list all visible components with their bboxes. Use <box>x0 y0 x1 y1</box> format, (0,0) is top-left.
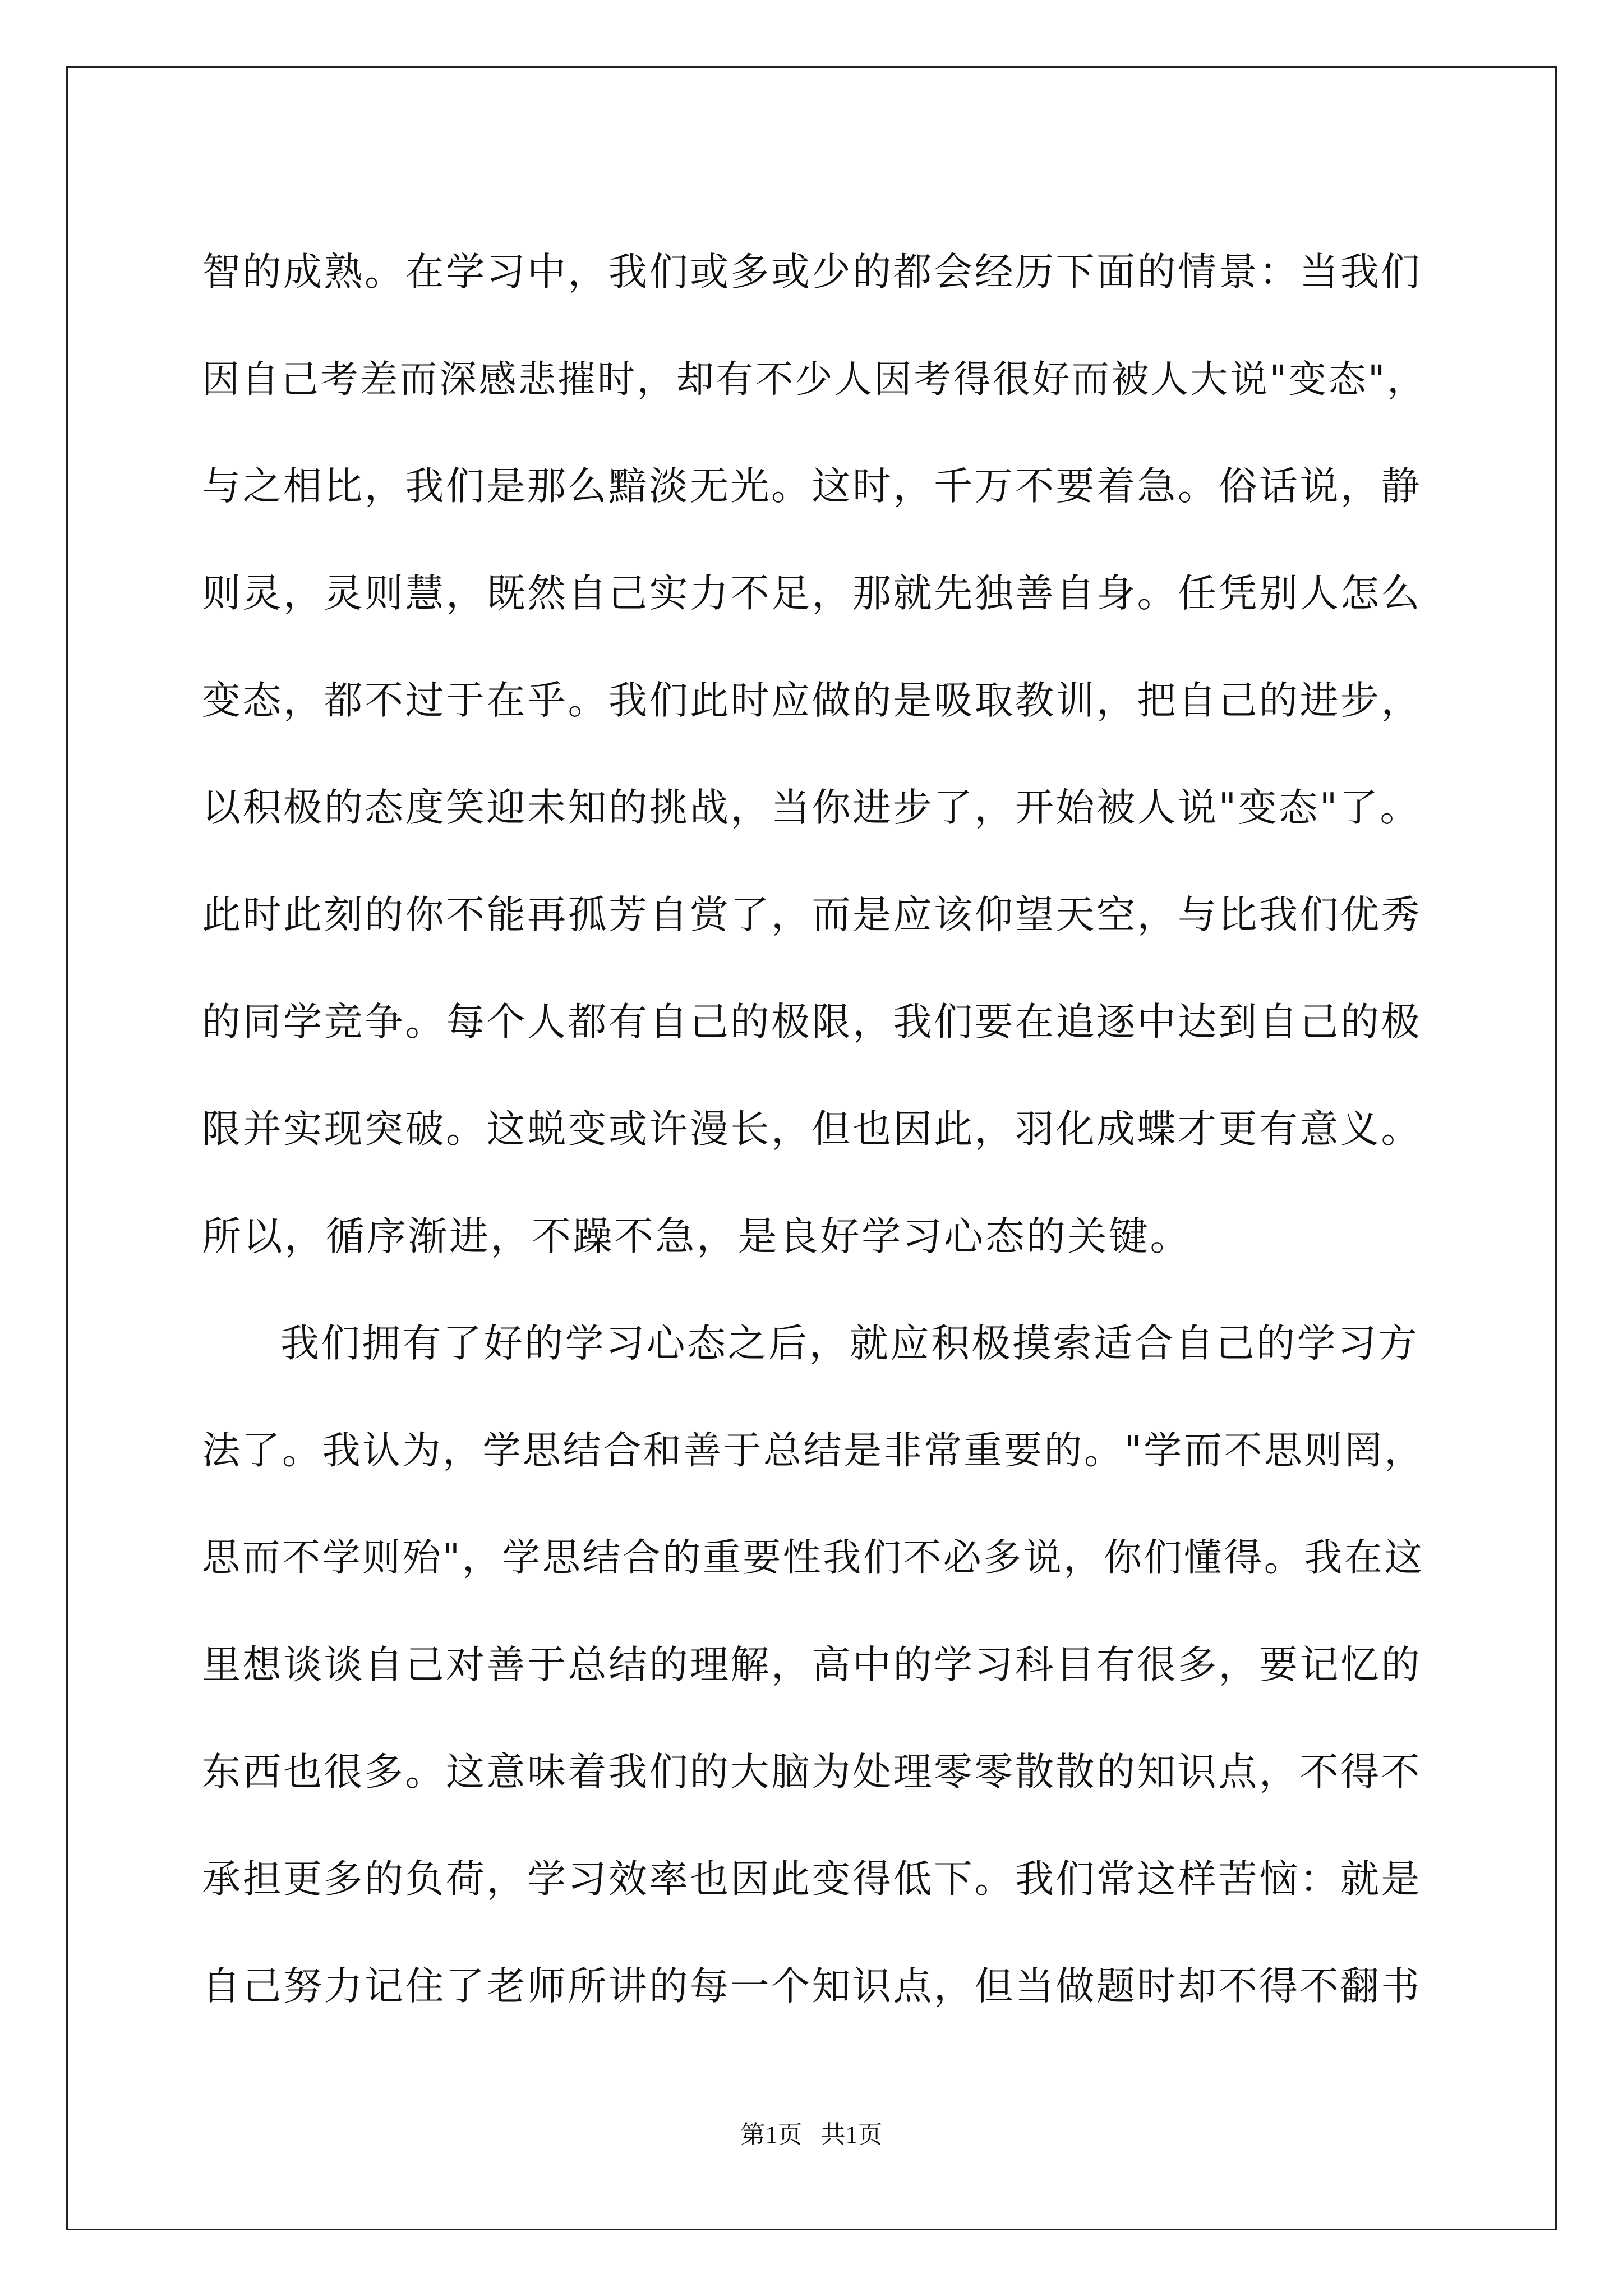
text-line: 的同学竞争。每个人都有自己的极限，我们要在追逐中达到自己的极 <box>202 1000 1422 1045</box>
text-line: 以积极的态度笑迎未知的挑战，当你进步了，开始被人说"变态"了。 <box>202 785 1421 830</box>
footer-spacer <box>803 2121 821 2148</box>
text-line: 与之相比，我们是那么黯淡无光。这时，千万不要着急。俗话说，静 <box>202 464 1422 509</box>
text-line: 则灵，灵则慧，既然自己实力不足，那就先独善自身。任凭别人怎么 <box>202 571 1422 616</box>
document-body <box>202 219 1430 2040</box>
text-line: 变态，都不过于在乎。我们此时应做的是吸取教训，把自己的进步， <box>202 678 1422 723</box>
text-line: 因自己考差而深感悲摧时，却有不少人因考得很好而被人大说"变态"， <box>202 357 1427 401</box>
text-line: 智的成熟。在学习中，我们或多或少的都会经历下面的情景：当我们 <box>202 250 1422 295</box>
page-total: 共1页 <box>820 2121 883 2148</box>
text-line: 思而不学则殆"，学思结合的重要性我们不必多说，你们懂得。我在这 <box>202 1536 1424 1580</box>
text-line: 里想谈谈自己对善于总结的理解，高中的学习科目有很多，要记忆的 <box>202 1642 1422 1687</box>
text-line: 此时此刻的你不能再孤芳自赏了，而是应该仰望天空，与比我们优秀 <box>202 892 1422 937</box>
text-line: 东西也很多。这意味着我们的大脑为处理零零散散的知识点，不得不 <box>202 1750 1422 1795</box>
text-line: 自己努力记住了老师所讲的每一个知识点，但当做题时却不得不翻书 <box>202 1964 1422 2009</box>
paragraph-start-line: 我们拥有了好的学习心态之后，就应积极摸索适合自己的学习方 <box>280 1321 1419 1366</box>
text-line: 承担更多的负荷，学习效率也因此变得低下。我们常这样苦恼：就是 <box>202 1857 1422 1902</box>
text-line: 限并实现突破。这蜕变或许漫长，但也因此，羽化成蝶才更有意义。 <box>202 1107 1422 1152</box>
page-footer <box>0 2119 1623 2151</box>
text-line: 所以，循序渐进，不躁不急，是良好学习心态的关键。 <box>202 1213 1191 1259</box>
text-line: 法了。我认为，学思结合和善于总结是非常重要的。"学而不思则罔， <box>202 1429 1424 1473</box>
page-number: 第1页 <box>740 2121 803 2148</box>
